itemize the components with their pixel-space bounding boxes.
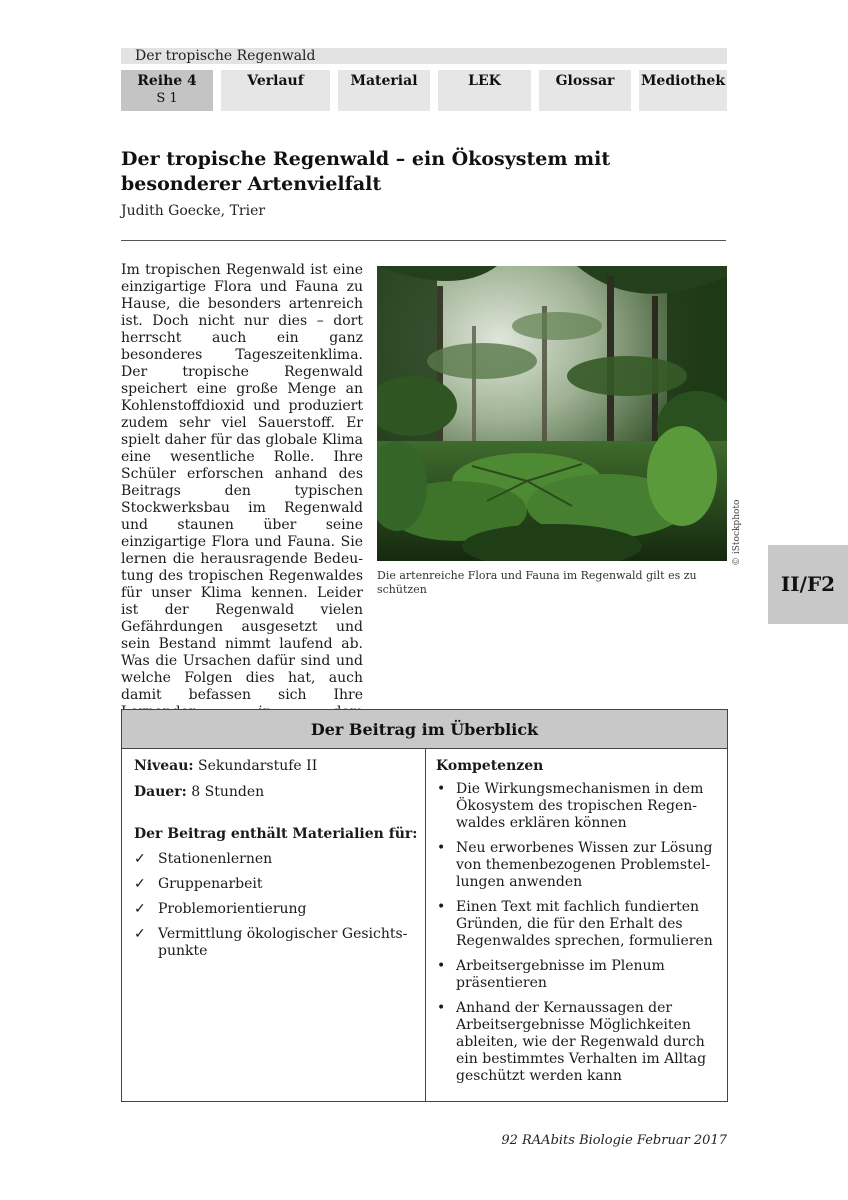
tab-lek-label: LEK [468,73,501,89]
material-label: Stationenlernen [158,851,273,867]
competency-text: Anhand der Kernaussagen der Arbeitsergebnisse Möglichkeiten ableiten, wie der Regenwald durch ein bestimmtes Verhalten im Alltag geschützt werden kann [456,1000,707,1084]
page-footer: 92 RAAbits Biologie Februar 2017 [501,1133,727,1148]
bullet-icon: • [437,1000,446,1016]
running-header [121,48,727,64]
tab-verlauf[interactable] [221,70,330,111]
list-item [436,899,718,950]
title-divider [121,240,726,241]
competency-text: Neu erworbenes Wissen zur Lösung von themenbezogenen Problemstellungen anwenden [456,840,713,890]
materials-list [134,851,419,960]
tab-verlauf-label: Verlauf [247,73,304,89]
list-item [436,840,718,891]
overview-box [121,709,728,1102]
list-item [436,1000,718,1085]
dauer-value: 8 Stunden [191,784,265,800]
material-label: Gruppenarbeit [158,876,263,892]
photo-credit-text: © iStockphoto [732,499,742,566]
bullet-icon: • [437,958,446,974]
overview-column-divider [425,749,426,1101]
tab-reihe-label: Reihe 4 [137,73,197,89]
photo-credit [730,498,742,568]
side-tab-code: II/F2 [768,545,848,624]
material-label: Problemorientierung [158,901,307,917]
competency-text: Die Wirkungsmechanismen in dem Ökosystem des tropischen Regenwaldes erklären können [456,781,704,831]
tab-glossar-label: Glossar [555,73,615,89]
list-item [134,901,419,918]
bullet-icon: • [437,781,446,797]
checkmark-icon: ✓ [134,926,146,942]
bullet-icon: • [437,899,446,915]
competency-text: Einen Text mit fachlich fundierten Gründen, die für den Erhalt des Regenwaldes sprechen, formulieren [456,899,713,949]
tab-mediothek[interactable] [639,70,727,111]
material-label: Vermittlung ökologischer Gesichtspunkte [158,926,408,959]
article-title: Der tropische Regenwald – ein Ökosystem mit besonderer Artenvielfalt [121,148,611,195]
checkmark-icon: ✓ [134,851,146,867]
bullet-icon: • [437,840,446,856]
list-item [134,851,419,868]
checkmark-icon: ✓ [134,901,146,917]
niveau-label: Niveau: [134,758,194,774]
competencies-list [436,781,718,1085]
overview-left-column [134,758,419,968]
competencies-heading: Kompetenzen [436,758,544,774]
article-author: Judith Goecke, Trier [121,203,266,219]
photo-caption: Die artenreiche Flora und Fauna im Regenwald gilt es zu schützen [377,569,697,596]
materials-heading: Der Beitrag enthält Materialien für: [134,826,418,842]
dauer-row [134,784,419,801]
tab-glossar[interactable] [539,70,631,111]
tab-mediothek-label: Mediothek [640,73,726,89]
list-item [436,958,718,992]
competency-text: Arbeitsergebnisse im Plenum präsentieren [456,958,665,991]
tab-reihe[interactable] [121,70,213,111]
tab-lek[interactable] [438,70,531,111]
intro-text: Im tropischen Regenwald ist eine einzigartige Flora und Fauna zu Hause, die besonders artenreich ist. Doch nicht nur dies – dort herrscht auch ein ganz besonderes Tageszeitenklima. Der tropische Regenwald speichert eine große Menge an Kohlenstoffdioxid und produziert zudem sehr viel Sauerstoff. Er spielt daher für das globale Klima eine wesentliche Rolle. Ihre Schüler erforschen anhand des Beitrags den typischen Stockwerksbau im Regenwald und staunen über seine einzigartige Flora und Fauna. Sie lernen die herausragende Bedeutung des tropischen Regenwaldes für unser Klima kennen. Leider ist der Regenwald vielen Gefährdungen ausgesetzt und sein Bestand nimmt laufend ab. Was die Ursachen dafür sind und welche Folgen dies hat, auch damit befassen sich Ihre [121,262,363,703]
overview-right-column [436,758,718,1093]
niveau-row [134,758,419,775]
list-item [436,781,718,832]
tab-material[interactable] [338,70,430,111]
niveau-value: Sekundarstufe II [198,758,318,774]
list-item [134,926,419,960]
running-title: Der tropische Regenwald [135,48,316,64]
dauer-label: Dauer: [134,784,187,800]
list-item [134,876,419,893]
section-tabs [121,70,727,111]
checkmark-icon: ✓ [134,876,146,892]
rainforest-photo [377,266,727,561]
overview-heading: Der Beitrag im Überblick [122,710,727,749]
tab-reihe-page: S 1 [156,91,178,106]
tab-material-label: Material [350,73,418,89]
